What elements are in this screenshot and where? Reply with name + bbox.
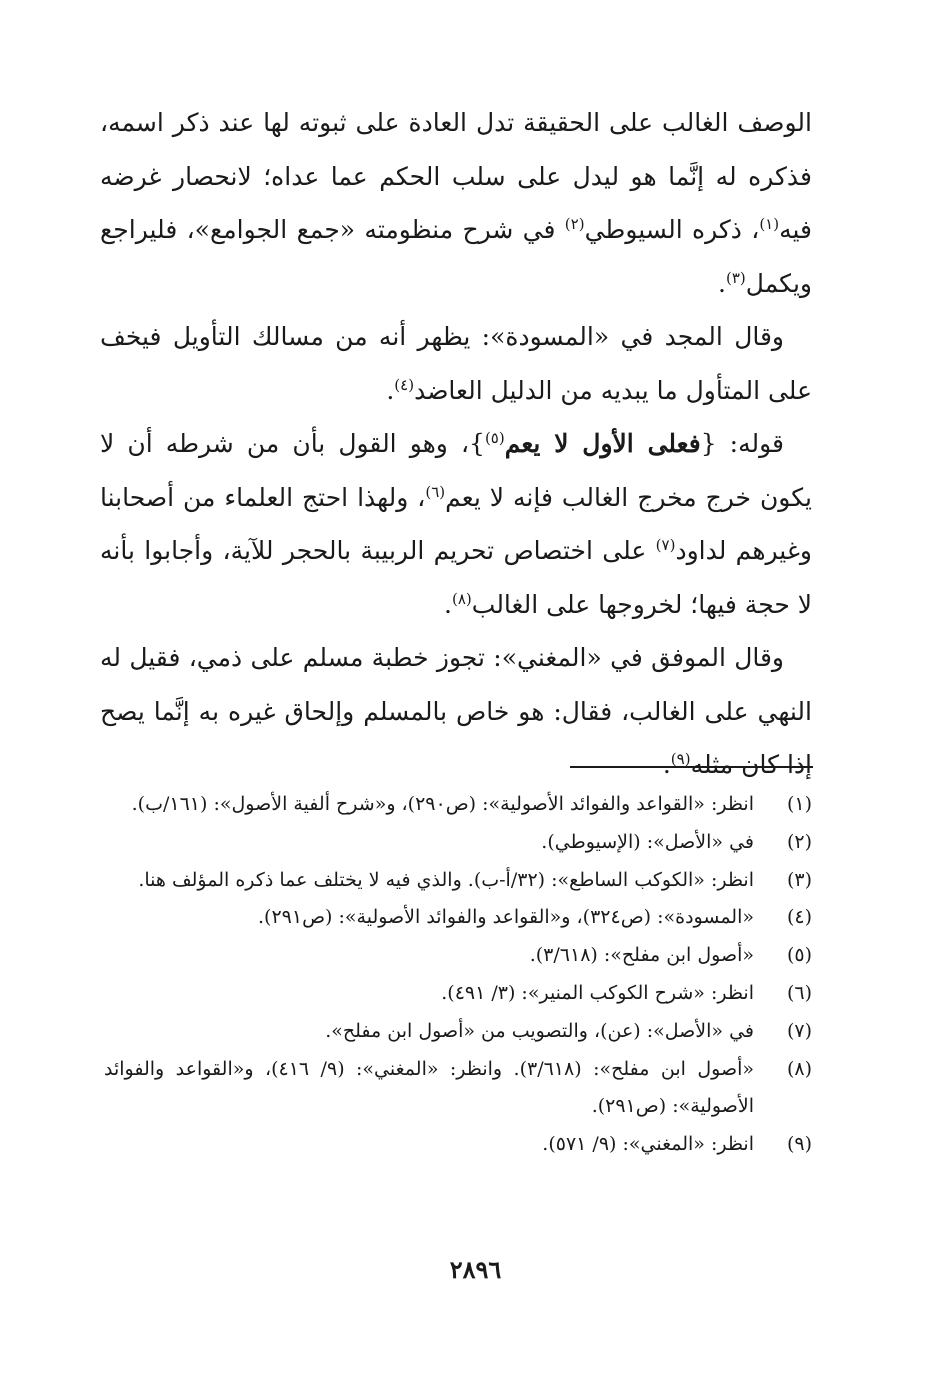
footnote-text: «أصول ابن مفلح»: (٣/٦١٨). وانظر: «المغني»: (٩/ ٤١٦)، و«القواعد والفوائد الأصولية»: (ص٢٩١). — [104, 1057, 754, 1118]
footnote-ref: (٢) — [564, 215, 585, 233]
footnote-number: (٨) — [786, 1057, 812, 1080]
paragraph — [100, 417, 812, 631]
footnote-number: (٢) — [786, 830, 812, 853]
footnote-number: (٧) — [786, 1019, 812, 1042]
paragraph-text: قوله: { — [700, 429, 784, 458]
footnote-number: (٥) — [786, 944, 812, 967]
paragraph-text: وقال الموفق في «المغني»: تجوز خطبة مسلم على ذمي، فقيل له النهي على الغالب، فقال: هو خاص بالمسلم وإلحاق غيره به إنَّما يصح إذا كان مثله — [100, 643, 812, 779]
footnote-number: (٤) — [786, 906, 812, 929]
footnote-item — [104, 1051, 812, 1127]
footnote-ref: (٣) — [725, 268, 746, 287]
footnote-item — [104, 1126, 812, 1164]
footnote-number: (١) — [786, 793, 812, 815]
footnote-ref: (٦) — [425, 482, 446, 501]
footnote-text: «أصول ابن مفلح»: (٣/٦١٨). — [529, 944, 754, 967]
footnote-ref: (٥) — [484, 429, 505, 447]
footnote-text: انظر: «القواعد والفوائد الأصولية»: (ص٢٩٠)، و«شرح ألفية الأصول»: (١٦١/ب). — [131, 793, 754, 815]
footnote-item — [104, 975, 812, 1013]
footnote-number: (٦) — [786, 981, 812, 1004]
paragraph-text: . — [444, 589, 452, 619]
quoted-matn-text: فعلى الأول لا يعم — [504, 429, 701, 458]
footnotes-list — [104, 786, 812, 1164]
paragraph-text: }، وهو القول بأن من شرطه أن لا يكون خرج مخرج الغالب فإنه لا يعم — [100, 429, 812, 512]
footnote-item — [104, 862, 812, 900]
footnote-text: انظر: «المغني»: (٩/ ٥٧١). — [542, 1133, 754, 1156]
footnote-item — [104, 824, 812, 862]
footnote-item — [104, 786, 812, 824]
paragraph-text: . — [386, 375, 395, 405]
footnote-ref: (٧) — [655, 536, 676, 554]
footnote-text: انظر: «الكوكب الساطع»: (٣٢/أ-ب). والذي فيه لا يختلف عما ذكره المؤلف هنا. — [138, 868, 754, 891]
paragraph-text: وقال المجد في «المسودة»: يظهر أنه من مسالك التأويل فيخف على المتأول ما يبديه من الدليل العاضد — [100, 322, 812, 405]
footnote-item — [104, 1013, 812, 1051]
footnote-separator — [570, 766, 813, 768]
main-body-text — [100, 96, 812, 792]
paragraph-text: في شرح منظومته «جمع الجوامع»، فليراجع ويكمل — [100, 215, 812, 298]
paragraph-text: على اختصاص تحريم الربيبة بالحجر للآية، وأجابوا بأنه لا حجة فيها؛ لخروجها على الغالب — [100, 536, 812, 619]
paragraph-text: الوصف الغالب على الحقيقة تدل العادة على ثبوته لها عند ذكر اسمه، فذكره له إنَّما هو ليدل على سلب الحكم عما عداه؛ لانحصار غرضه فيه — [100, 108, 812, 244]
footnote-number: (٣) — [786, 868, 812, 891]
footnote-ref: (٤) — [394, 375, 415, 394]
paragraph-text: . — [662, 750, 671, 779]
footnote-number: (٩) — [786, 1133, 812, 1156]
footnote-item — [104, 899, 812, 937]
footnote-ref: (٨) — [451, 589, 472, 608]
paragraph — [100, 310, 812, 417]
page-number: ٢٨٩٦ — [449, 1255, 502, 1284]
footnote-ref: (٩) — [670, 750, 691, 768]
footnote-text: انظر: «شرح الكوكب المنير»: (٣/ ٤٩١). — [441, 981, 754, 1004]
footnote-text: في «الأصل»: (عن)، والتصويب من «أصول ابن مفلح». — [325, 1019, 754, 1042]
paragraph-text: ، ولهذا احتج العلماء من أصحابنا وغيرهم لداود — [100, 482, 812, 565]
paragraph — [100, 96, 812, 310]
footnote-text: «المسودة»: (ص٣٢٤)، و«القواعد والفوائد الأصولية»: (ص٢٩١). — [258, 906, 754, 929]
footnote-ref: (١) — [759, 215, 780, 233]
paragraph-text: ، ذكره السيوطي — [584, 215, 760, 244]
paragraph-text: . — [718, 268, 726, 298]
footnote-item — [104, 937, 812, 975]
footnote-text: في «الأصل»: (الإسيوطي). — [541, 830, 754, 853]
